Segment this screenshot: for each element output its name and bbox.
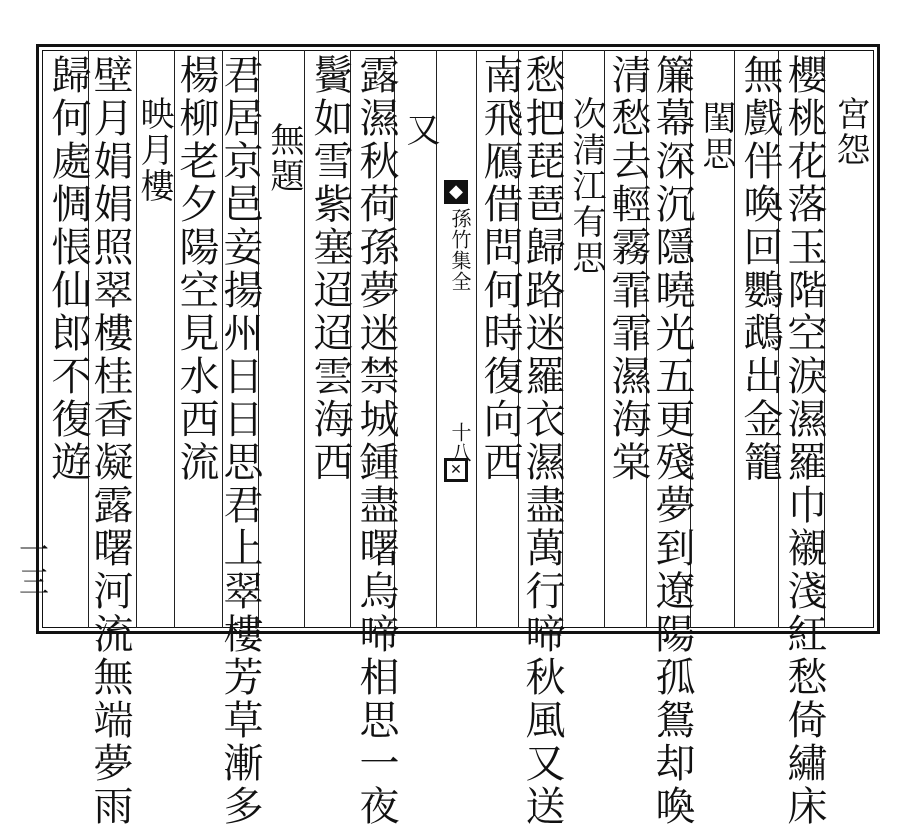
poem-title-yingyuelou: 映月樓 [134,96,174,204]
poem-title-you: 又 [400,112,440,148]
poem-line: 無戲伴喚回鸚鵡出金籠 [737,54,783,484]
poem-title-gongyuan: 宮怨 [830,96,870,168]
margin-page-number: 一三 [13,534,48,598]
poem-line: 歸何處惆悵仙郎不復遊 [45,54,91,484]
poem-line: 愁把琵琶歸路迷羅衣濕盡萬行啼秋風又送 [519,54,565,828]
poem-line: 簾幕深沉隱曉光五更殘夢到遼陽孤鴛却喚 [649,54,695,828]
poem-line: 南飛鴈借問何時復向西 [477,54,523,484]
book-title: 孫竹集全 [448,208,472,292]
poem-line: 壁月娟娟照翠樓桂香凝露曙河流無端夢雨 [87,54,133,828]
poem-line: 露濕秋荷孫夢迷禁城鍾盡曙烏啼相思一夜 [353,54,399,828]
poem-line: 清愁去輕霧霏霏濕海棠 [605,54,651,484]
poem-title-qingjiang: 次清江有思 [566,96,606,276]
poem-title-wuti: 無題 [264,122,304,194]
folio-number: 十八 [448,422,472,462]
fishtail-mark-top: ◆ [444,180,468,204]
poem-line: 楊柳老夕陽空見水西流 [173,54,219,484]
poem-line: 櫻桃花落玉階空淚濕羅巾襯淺紅愁倚繡床 [781,54,827,828]
poem-line: 鬢如雪紫塞迢迢雲海西 [307,54,353,484]
poem-line: 君居京邑妾揚州日日思君上翠樓芳草漸多 [217,54,263,828]
fishtail-mark-bottom: ✕ [444,458,468,482]
poem-title-guisi: 閨思 [696,100,736,172]
